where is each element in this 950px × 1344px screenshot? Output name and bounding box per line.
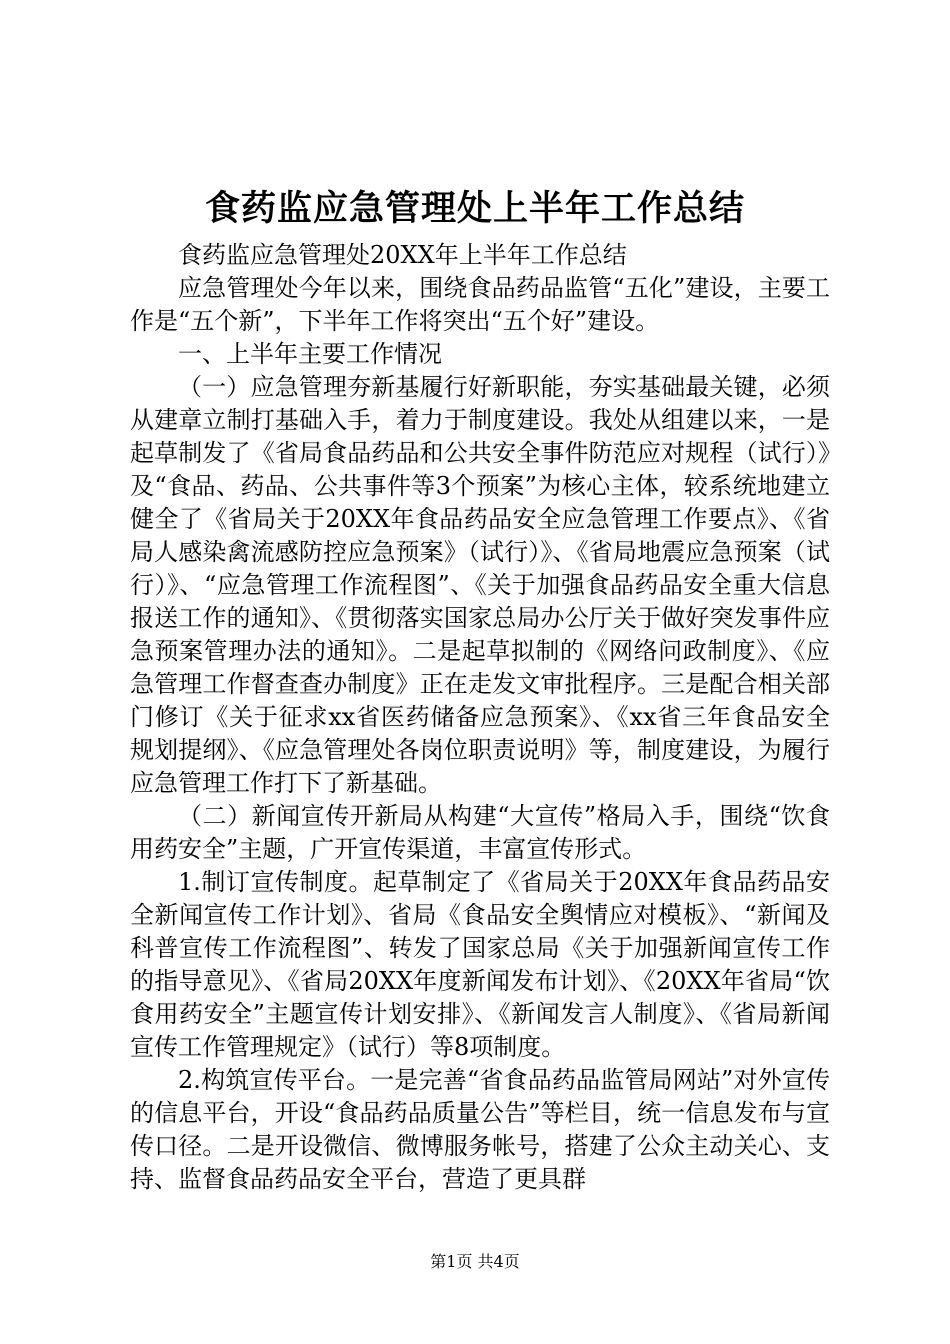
paragraph-publicity-platform: 2.构筑宣传平台。一是完善“省食品药品监管局网站”对外宣传的信息平台，开设“食品药品质量公告”等栏目，统一信息发布与宣传口径。二是开设微信、微博服务帐号，搭建了公众主动关心、支持、监督食品药品安全平台，营造了更具群 <box>130 1066 830 1193</box>
paragraph-subtitle: 食药监应急管理处20XX年上半年工作总结 <box>178 241 627 269</box>
document-title: 食药监应急管理处上半年工作总结 <box>204 188 745 229</box>
document-body <box>130 239 830 1196</box>
paragraph-news-publicity: （二）新闻宣传开新局从构建“大宣传”格局入手，围绕“饮食用药安全”主题，广开宣传渠道，丰富宣传形式。 <box>130 802 830 863</box>
section-heading: 一、上半年主要工作情况 <box>178 340 442 368</box>
page-footer: 第1页 共4页 <box>430 1252 520 1271</box>
paragraph-emergency-management: （一）应急管理夯新基履行好新职能，夯实基础最关键，必须从建章立制打基础入手，着力于制度建设。我处从组建以来，一是起草制发了《省局食品药品和公共安全事件防范应对规程（试行）》及“食品、药品、公共事件等3个预案”为核心主体，较系统地建立健全了《省局关于20XX年食品药品安全应急管理工作要点》、《省局人感染禽流感防控应急预案》（试行）》、《省局地震应急预案（试行）》、“应急管理工作流程图”、《关于加强食品药品安全重大信息报送工作的通知》、《贯彻落实国家总局办公厅关于做好突发事件应急预案管理办法的通知》。二是起草拟制的《网络问政制度》、《应急管理工作督查查办制度》正在走发文审批程序。三是配合相关部门修订《关于征求xx省医药储备应急预案》、《xx省三年食品安全规划提纲》、《应急管理处各岗位职责说明》等，制度建设，为履行应急管理工作打下了新基础。 <box>130 373 830 797</box>
paragraph-publicity-rules: 1.制订宣传制度。起草制定了《省局关于20XX年食品药品安全新闻宣传工作计划》、省局《食品安全舆情应对模板》、“新闻及科普宣传工作流程图”、转发了国家总局《关于加强新闻宣传工作的指导意见》、《省局20XX年度新闻发布计划》、《20XX年省局“饮食用药安全”主题宣传计划安排》、《新闻发言人制度》、《省局新闻宣传工作管理规定》（试行）等8项制度。 <box>130 868 830 1061</box>
paragraph-intro: 应急管理处今年以来，围绕食品药品监管“五化”建设，主要工作是“五个新”，下半年工作将突出“五个好”建设。 <box>130 274 830 335</box>
